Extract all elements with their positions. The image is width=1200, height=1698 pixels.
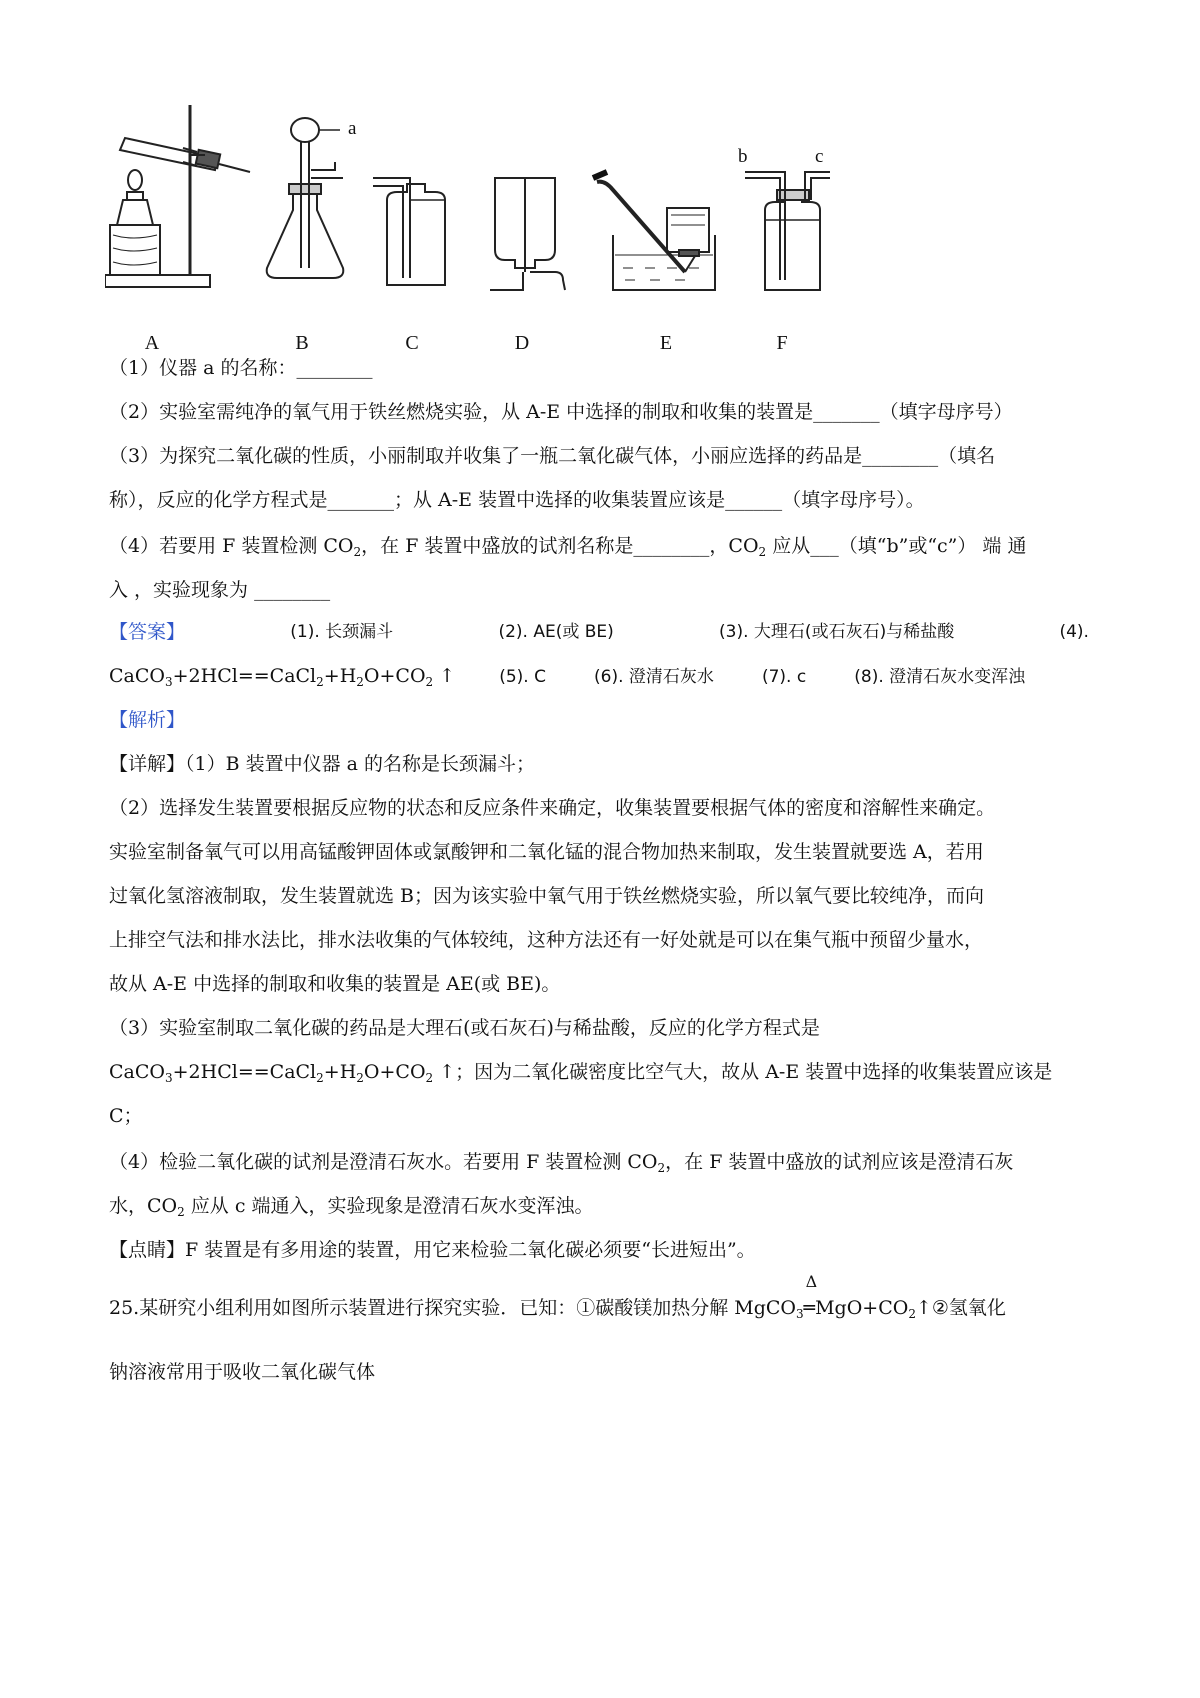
apparatus-drawing: [105, 100, 905, 370]
analysis-p4-text-c: 水，CO: [109, 1195, 178, 1217]
equation-part: ↑: [433, 1061, 456, 1083]
question-2: （2）实验室需纯净的氧气用于铁丝燃烧实验，从 A-E 中选择的制取和收集的装置是_______（填字母序号）: [109, 401, 1013, 423]
analysis-p4-line-2: [109, 1194, 594, 1218]
equation-part: O+CO: [363, 1061, 426, 1083]
tip-line: [109, 1238, 756, 1262]
question-25-line-1: [109, 1272, 1006, 1321]
subscript: 2: [356, 1071, 364, 1085]
tip-label: 【点睛】: [109, 1239, 186, 1261]
subscript: 2: [177, 1205, 185, 1219]
apparatus-c: [373, 178, 445, 285]
subscript: 2: [316, 1071, 324, 1085]
equation-part: O+CO: [363, 665, 426, 687]
analysis-p4-line-1: [109, 1150, 1013, 1174]
apparatus-figure: [105, 100, 905, 370]
heat-condition: [803, 1272, 818, 1320]
figure-label-a: A: [144, 332, 160, 354]
analysis-p2-line-4: 上排空气法和排水法比，排水法收集的气体较纯，这种方法还有一好处就是可以在集气瓶中预留少量水，: [109, 929, 984, 951]
apparatus-a: [105, 105, 250, 287]
question-3-line-2: 称），反应的化学方程式是_______；从 A-E 装置中选择的收集装置应该是______（填字母序号）。: [109, 489, 925, 511]
subscript: 2: [657, 1161, 666, 1175]
q4-text-a: （4）若要用 F 装置检测 CO: [109, 535, 354, 557]
question-3-line-1: （3）为探究二氧化碳的性质，小丽制取并收集了一瓶二氧化碳气体，小丽应选择的药品是________（填名: [109, 445, 996, 467]
detail-line-1: [109, 752, 535, 776]
subscript: 2: [353, 545, 362, 559]
reaction-sign: ═: [803, 1297, 816, 1319]
question-4-line-2: 入 ，实验现象为 ________: [109, 579, 331, 601]
analysis-label: 【解析】: [109, 709, 186, 731]
analysis-p2-line-3: 过氧化氢溶液制取，发生装置就选 B；因为该实验中氧气用于铁丝燃烧实验，所以氧气要比较纯净，而向: [109, 885, 985, 907]
subscript: 2: [758, 545, 767, 559]
answer-1: (1). 长颈漏斗: [290, 622, 394, 642]
delta-symbol: Δ: [805, 1272, 818, 1291]
figure-label-c: C: [405, 332, 419, 354]
analysis-p3-line-2: [109, 1060, 1052, 1084]
answer-7: (7). c: [761, 667, 807, 687]
answer-5: (5). C: [499, 667, 546, 687]
analysis-p3-line-3: C；: [109, 1105, 143, 1127]
apparatus-b: [267, 118, 344, 278]
answer-3: (3). 大理石(或石灰石)与稀盐酸: [719, 622, 955, 642]
label-port-c: c: [815, 146, 824, 167]
analysis-p2-line-1: （2）选择发生装置要根据反应物的状态和反应条件来确定，收集装置要根据气体的密度和溶解性来确定。: [109, 797, 996, 819]
equation-part: +2HCl==CaCl: [172, 665, 317, 687]
tip-text: F 装置是有多用途的装置，用它来检验二氧化碳必须要“长进短出”。: [185, 1239, 756, 1261]
q4-text-b: ，在 F 装置中盛放的试剂名称是________，CO: [361, 535, 759, 557]
q25-text-a: 25.某研究小组利用如图所示装置进行探究实验．已知：①碳酸镁加热分解 MgCO: [109, 1297, 796, 1319]
analysis-p2-line-2: 实验室制备氧气可以用高锰酸钾固体或氯酸钾和二氧化锰的混合物加热来制取，发生装置就要选 A，若用: [109, 841, 984, 863]
equation-part: +2HCl==CaCl: [172, 1061, 317, 1083]
figure-label-e: E: [659, 332, 673, 354]
apparatus-e: [593, 172, 715, 290]
analysis-p4-text-a: （4）检验二氧化碳的试剂是澄清石灰水。若要用 F 装置检测 CO: [109, 1151, 658, 1173]
detail-label: 【详解】: [109, 753, 186, 775]
answer-line-2: [109, 664, 1025, 689]
subscript: 3: [164, 1071, 173, 1085]
analysis-p3-line-1: （3）实验室制取二氧化碳的药品是大理石(或石灰石)与稀盐酸，反应的化学方程式是: [109, 1017, 820, 1039]
answer-6: (6). 澄清石灰水: [594, 667, 714, 687]
equation-part: ↑: [433, 665, 456, 687]
answer-line-1: [109, 620, 1089, 644]
figure-label-f: F: [776, 332, 788, 354]
q4-text-c: 应从___（填“b”或“c”） 端 通: [766, 535, 1027, 557]
analysis-p2-line-5: 故从 A-E 中选择的制取和收集的装置是 AE(或 BE)。: [109, 973, 561, 995]
label-a-funnel: a: [348, 118, 357, 139]
answer-label: 【答案】: [109, 621, 186, 643]
q25-text-c: ↑②氢氧化: [915, 1297, 1006, 1319]
answer-2: (2). AE(或 BE): [498, 622, 614, 642]
question-1: （1）仪器 a 的名称：________: [109, 357, 373, 379]
subscript: 2: [425, 1071, 434, 1085]
subscript: 2: [316, 675, 324, 689]
answer-8: (8). 澄清石灰水变浑浊: [854, 667, 1026, 687]
analysis-p3-tail: ；因为二氧化碳密度比空气大，故从 A-E 装置中选择的收集装置应该是: [455, 1061, 1053, 1083]
subscript: 2: [425, 675, 434, 689]
answer-4-label: (4).: [1059, 622, 1089, 642]
figure-label-b: B: [295, 332, 309, 354]
subscript: 2: [908, 1307, 916, 1321]
equation-part: +H: [323, 665, 357, 687]
q25-text-b: MgO+CO: [815, 1297, 909, 1319]
subscript: 2: [356, 675, 364, 689]
figure-label-d: D: [514, 332, 530, 354]
label-port-b: b: [738, 146, 748, 167]
equation-part: CaCO: [109, 1061, 165, 1083]
subscript: 3: [164, 675, 173, 689]
question-4-line-1: [109, 534, 1026, 558]
apparatus-f: [745, 172, 830, 290]
detail-text-1: （1）B 装置中仪器 a 的名称是长颈漏斗；: [185, 753, 536, 775]
subscript: 3: [796, 1307, 804, 1321]
equation-part: CaCO: [109, 665, 165, 687]
analysis-p4-text-d: 应从 c 端通入，实验现象是澄清石灰水变浑浊。: [184, 1195, 594, 1217]
apparatus-d: [490, 178, 565, 290]
question-25-line-2: 钠溶液常用于吸收二氧化碳气体: [109, 1361, 376, 1383]
equation-part: +H: [323, 1061, 357, 1083]
analysis-p4-text-b: ，在 F 装置中盛放的试剂应该是澄清石灰: [665, 1151, 1014, 1173]
